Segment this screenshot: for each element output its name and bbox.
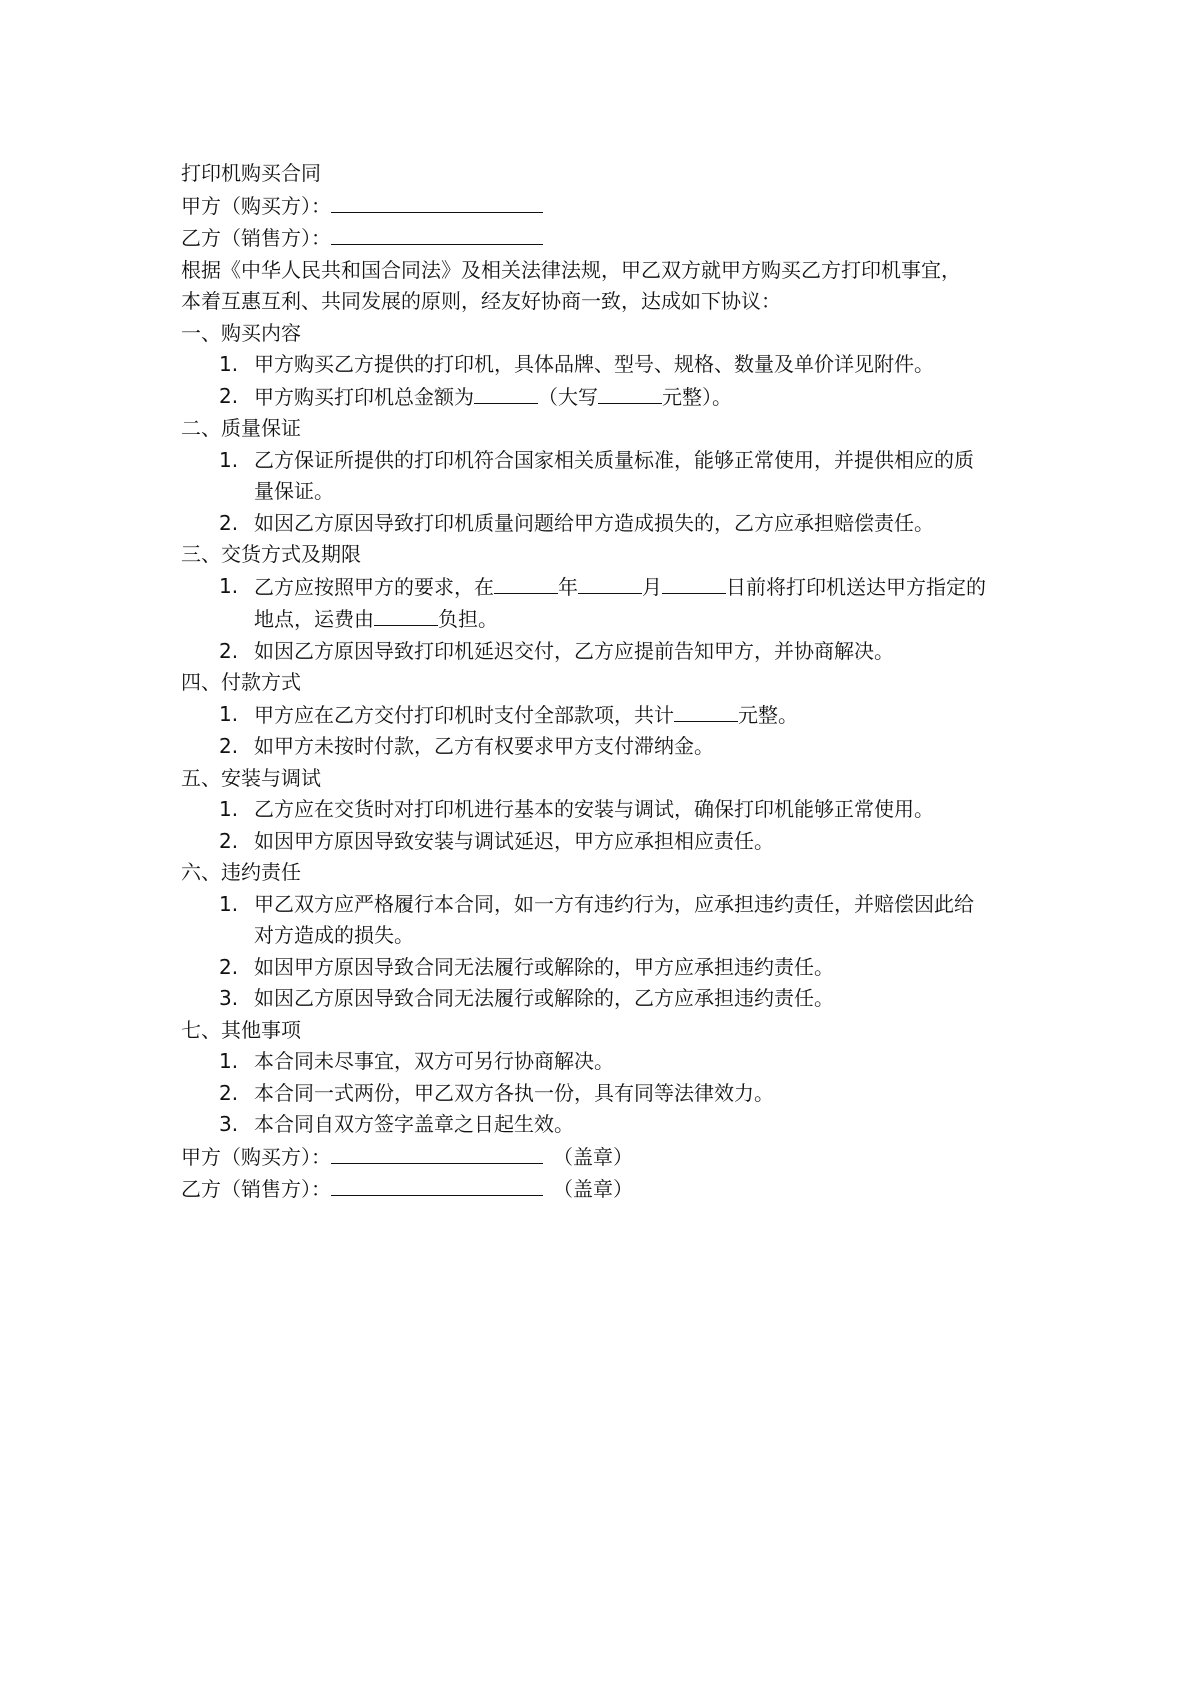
clause-number: 2.	[219, 1080, 239, 1105]
seller-seal-label: （盖章）	[553, 1177, 633, 1201]
clause-text: 如因甲方原因导致安装与调试延迟，甲方应承担相应责任。	[254, 828, 774, 853]
seller-party-line	[181, 222, 1021, 255]
clause-text: 乙方应在交货时对打印机进行基本的安装与调试，确保打印机能够正常使用。	[254, 797, 934, 821]
clause-number: 2.	[219, 954, 239, 979]
clause-text: 如因乙方原因导致打印机质量问题给甲方造成损失的，乙方应承担赔偿责任。	[254, 510, 934, 535]
clause-number: 2.	[219, 638, 239, 663]
clause-line	[254, 571, 1021, 604]
buyer-party-line	[181, 190, 1021, 223]
clause-text: 本合同未尽事宜，双方可另行协商解决。	[254, 1049, 614, 1073]
clause-number: 1.	[219, 447, 239, 472]
buyer-signature-blank	[331, 1141, 543, 1164]
clause-text: 对方造成的损失。	[254, 923, 414, 947]
buyer-signature-label: 甲方（购买方）：	[181, 1144, 331, 1169]
clause-text: 本合同一式两份，甲乙双方各执一份，具有同等法律效力。	[254, 1080, 774, 1105]
clause-number: 1.	[219, 701, 239, 726]
buyer-party-label: 甲方（购买方）：	[181, 193, 331, 218]
section-heading-delivery: 三、交货方式及期限	[181, 542, 361, 566]
preamble-line-1: 根据《中华人民共和国合同法》及相关法律法规，甲乙双方就甲方购买乙方打印机事宜，	[181, 257, 961, 282]
clause-7-3	[181, 1109, 1021, 1141]
clause-1-1	[181, 349, 1021, 381]
clause-text: 甲方购买打印机总金额为	[254, 384, 474, 409]
clause-4-2	[181, 731, 1021, 763]
seller-signature-label: 乙方（销售方）：	[181, 1177, 331, 1201]
section-heading-quality: 二、质量保证	[181, 416, 301, 440]
clause-4-1	[181, 699, 1021, 732]
seller-signature-blank	[331, 1173, 543, 1196]
clause-text: （大写	[538, 384, 598, 409]
clause-text: 如因甲方原因导致合同无法履行或解除的，甲方应承担违约责任。	[254, 954, 834, 979]
contract-document	[181, 158, 1021, 1206]
clause-number: 2.	[219, 383, 239, 408]
clause-text: 年	[558, 574, 578, 599]
clause-number: 1.	[219, 797, 239, 821]
clause-7-1	[181, 1046, 1021, 1078]
clause-3-1	[181, 571, 1021, 636]
clause-text: 地点，运费由	[254, 607, 374, 631]
clause-text: 乙方应按照甲方的要求，在	[254, 574, 494, 599]
payment-amount-blank	[674, 699, 738, 722]
clause-6-1	[181, 889, 1021, 952]
clause-6-2	[181, 952, 1021, 984]
clause-number: 2.	[219, 734, 239, 758]
clause-text: 甲方购买乙方提供的打印机，具体品牌、型号、规格、数量及单价详见附件。	[254, 352, 934, 376]
clause-number: 2.	[219, 510, 239, 535]
clause-text: 量保证。	[254, 479, 334, 503]
total-amount-blank	[474, 381, 538, 404]
seller-name-blank	[331, 222, 543, 245]
clause-number: 1.	[219, 891, 239, 916]
clause-5-2	[181, 826, 1021, 858]
clause-text: 如因乙方原因导致合同无法履行或解除的，乙方应承担违约责任。	[254, 986, 834, 1010]
clause-number: 3.	[219, 986, 239, 1010]
clause-text: 如因乙方原因导致打印机延迟交付，乙方应提前告知甲方，并协商解决。	[254, 638, 894, 663]
day-blank	[662, 571, 726, 594]
clause-number: 1.	[219, 573, 239, 598]
contract-title: 打印机购买合同	[181, 161, 321, 185]
clause-text: 元整。	[738, 702, 798, 727]
clause-text: 负担。	[438, 607, 498, 631]
buyer-name-blank	[331, 190, 543, 213]
freight-payer-blank	[374, 603, 438, 626]
month-blank	[578, 571, 642, 594]
clause-1-2	[181, 381, 1021, 414]
clause-number: 1.	[219, 1049, 239, 1073]
clause-number: 3.	[219, 1112, 239, 1136]
clause-text: 本合同自双方签字盖章之日起生效。	[254, 1112, 574, 1136]
buyer-seal-label: （盖章）	[553, 1144, 633, 1169]
clause-number: 2.	[219, 828, 239, 853]
section-heading-installation: 五、安装与调试	[181, 765, 321, 790]
clause-2-1	[181, 445, 1021, 508]
buyer-signature-line	[181, 1141, 1021, 1174]
seller-party-label: 乙方（销售方）：	[181, 226, 331, 250]
clause-6-3	[181, 983, 1021, 1015]
clause-2-2	[181, 508, 1021, 540]
clause-text: 乙方保证所提供的打印机符合国家相关质量标准，能够正常使用，并提供相应的质	[254, 447, 974, 472]
clause-text: 月	[642, 574, 662, 599]
section-heading-purchase: 一、购买内容	[181, 320, 301, 345]
clause-text: 如甲方未按时付款，乙方有权要求甲方支付滞纳金。	[254, 734, 714, 758]
section-heading-other: 七、其他事项	[181, 1017, 301, 1042]
section-heading-liability: 六、违约责任	[181, 860, 301, 884]
clause-7-2	[181, 1078, 1021, 1110]
year-blank	[494, 571, 558, 594]
clause-3-2	[181, 636, 1021, 668]
seller-signature-line	[181, 1173, 1021, 1206]
clause-text: 甲乙双方应严格履行本合同，如一方有违约行为，应承担违约责任，并赔偿因此给	[254, 891, 974, 916]
clause-text: 元整）。	[662, 384, 732, 409]
clause-number: 1.	[219, 352, 239, 376]
clause-5-1	[181, 794, 1021, 826]
clause-text: 日前将打印机送达甲方指定的	[726, 574, 986, 599]
section-heading-payment: 四、付款方式	[181, 670, 301, 694]
preamble-line-2: 本着互惠互利、共同发展的原则，经友好协商一致，达成如下协议：	[181, 289, 781, 313]
clause-text: 甲方应在乙方交付打印机时支付全部款项，共计	[254, 702, 674, 727]
clause-line	[254, 603, 1021, 636]
amount-in-words-blank	[598, 381, 662, 404]
